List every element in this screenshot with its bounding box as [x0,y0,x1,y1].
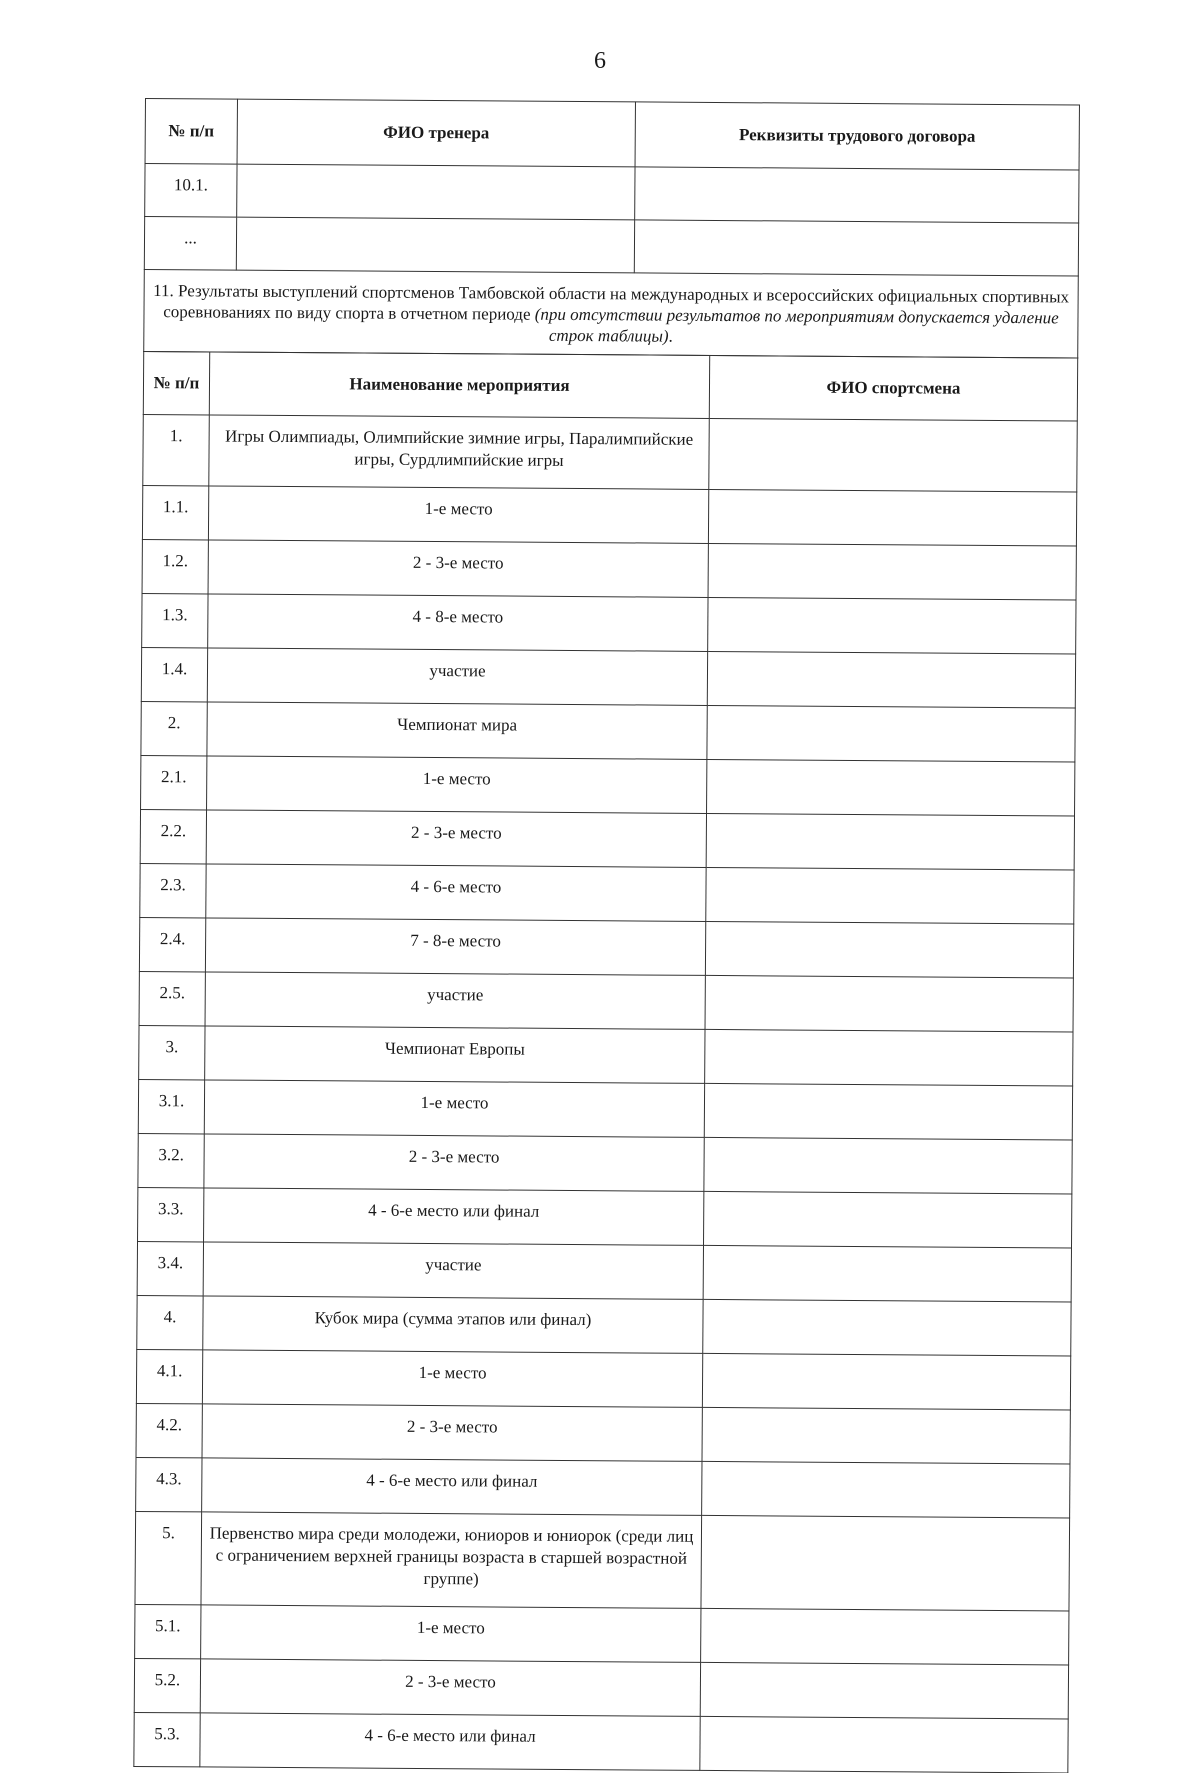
athlete-name-cell [701,1608,1069,1665]
row-num: 4.3. [136,1457,202,1511]
athlete-name-cell [707,651,1075,708]
event-name-cell: 2 - 3-е место [204,1133,704,1190]
row-num: 2.1. [141,755,207,809]
athlete-name-cell [705,975,1073,1032]
row-num: 3.1. [138,1079,204,1133]
table-row [138,1187,1072,1248]
event-name-cell: Чемпионат мира [207,701,707,758]
table-row [139,917,1073,978]
athlete-name-cell [705,1029,1073,1086]
table-row [134,1712,1068,1773]
section-11-hint: (при отсутствии результатов по мероприятиям допускается удаление строк таблицы) [534,304,1059,346]
athlete-name-cell [702,1461,1070,1518]
header-num: № п/п [145,99,237,165]
event-name-cell: 2 - 3-е место [206,809,706,866]
athlete-name-cell [704,1191,1072,1248]
row-num: 2.5. [139,971,205,1025]
row-num: 4.2. [136,1403,202,1457]
event-name-cell: 4 - 6-е место или финал [200,1712,700,1769]
row-num: 1. [143,414,209,485]
event-name-cell: 4 - 8-е место [208,593,708,650]
table-row [137,1241,1071,1302]
contract-cell [634,220,1078,276]
table-row [134,1658,1068,1719]
row-num: 5.1. [135,1604,201,1658]
table-row [144,217,1078,277]
table-row [143,414,1077,492]
event-name-cell: Кубок мира (сумма этапов или финал) [203,1295,703,1352]
results-body [134,414,1077,1772]
header-num: № п/п [143,351,209,414]
athlete-name-cell [706,867,1074,924]
event-name-cell: 4 - 6-е место или финал [204,1187,704,1244]
row-num: 4.1. [136,1349,202,1403]
table-row [135,1604,1069,1665]
results-table-header [143,351,1077,421]
athlete-name-cell [704,1137,1072,1194]
athlete-name-cell [700,1662,1068,1719]
event-name-cell: 1-е место [204,1079,704,1136]
page-number: 6 [594,48,606,74]
event-name-cell: 1-е место [201,1604,701,1661]
header-event: Наименование мероприятия [209,351,709,417]
event-name-cell: Чемпионат Европы [205,1025,705,1082]
row-num: 1.1. [142,485,208,539]
row-num: 1.4. [141,647,207,701]
event-name-cell: участие [203,1241,703,1298]
header-athlete: ФИО спортсмена [709,355,1077,421]
table-row [141,647,1075,708]
row-num: 1.3. [142,593,208,647]
row-num: 3.4. [137,1241,203,1295]
row-num: 3.3. [138,1187,204,1241]
athlete-name-cell [705,921,1073,978]
table-row [142,539,1076,600]
table-row [138,1133,1072,1194]
row-num: 3.2. [138,1133,204,1187]
table-row [142,485,1076,546]
coach-table [143,98,1080,359]
form-sheet [133,98,1080,1773]
row-num: 1.2. [142,539,208,593]
athlete-name-cell [700,1716,1068,1773]
event-name-cell: 2 - 3-е место [202,1403,702,1460]
table-row [140,863,1074,924]
athlete-name-cell [704,1083,1072,1140]
event-name-cell: 1-е место [202,1349,702,1406]
header-contract: Реквизиты трудового договора [635,102,1079,170]
header-coach-name: ФИО тренера [237,99,635,167]
row-num: 10.1. [145,164,237,218]
row-num: 5. [135,1511,202,1604]
event-name-cell: 4 - 6-е место [206,863,706,920]
event-name-cell: 1-е место [207,755,707,812]
table-row [137,1295,1071,1356]
athlete-name-cell [708,489,1076,546]
results-table [133,350,1078,1772]
event-name-cell: 2 - 3-е место [208,539,708,596]
event-name-cell: 7 - 8-е место [205,917,705,974]
row-num: 5.3. [134,1712,200,1766]
table-row [139,1025,1073,1086]
section-11-title [144,269,1079,358]
table-row [142,593,1076,654]
table-row [141,701,1075,762]
section-11-text: 11. Результаты выступлений спортсменов Тамбовской области на международных и всероссийских официальных спортивных соревнованиях по виду спорта в отчетном периоде [153,281,1070,324]
event-name-cell: Первенство мира среди молодежи, юниоров и юниорок (среди лиц с ограничением верхней границы возраста в старшей возрастной группе) [201,1511,702,1607]
event-name-cell: Игры Олимпиады, Олимпийские зимние игры, Паралимпийские игры, Сурдлимпийские игры [209,414,709,488]
athlete-name-cell [707,705,1075,762]
row-num: 2.3. [140,863,206,917]
table-row [140,809,1074,870]
table-row [141,755,1075,816]
section-11-end: . [668,326,673,346]
table-row [135,1511,1070,1611]
row-num: ... [144,217,236,271]
row-num: 2.4. [139,917,205,971]
athlete-name-cell [707,759,1075,816]
event-name-cell: 1-е место [208,485,708,542]
contract-cell [635,167,1079,223]
coach-name-cell [237,164,635,220]
row-num: 2. [141,701,207,755]
athlete-name-cell [702,1407,1070,1464]
athlete-name-cell [708,597,1076,654]
table-row [139,971,1073,1032]
athlete-name-cell [702,1353,1070,1410]
section-11-row [144,269,1079,358]
table-row [138,1079,1072,1140]
event-name-cell: участие [205,971,705,1028]
row-num: 4. [137,1295,203,1349]
event-name-cell: 2 - 3-е место [200,1658,700,1715]
coach-name-cell [236,217,634,273]
athlete-name-cell [703,1299,1071,1356]
table-row [136,1349,1070,1410]
athlete-name-cell [703,1245,1071,1302]
row-num: 3. [139,1025,205,1079]
athlete-name-cell [701,1515,1070,1611]
row-num: 2.2. [140,809,206,863]
table-row [136,1403,1070,1464]
table-row [145,164,1079,224]
row-num: 5.2. [134,1658,200,1712]
event-name-cell: участие [207,647,707,704]
athlete-name-cell [708,543,1076,600]
coach-table-header [145,99,1079,171]
athlete-name-cell [709,418,1077,492]
table-row [136,1457,1070,1518]
event-name-cell: 4 - 6-е место или финал [202,1457,702,1514]
athlete-name-cell [706,813,1074,870]
